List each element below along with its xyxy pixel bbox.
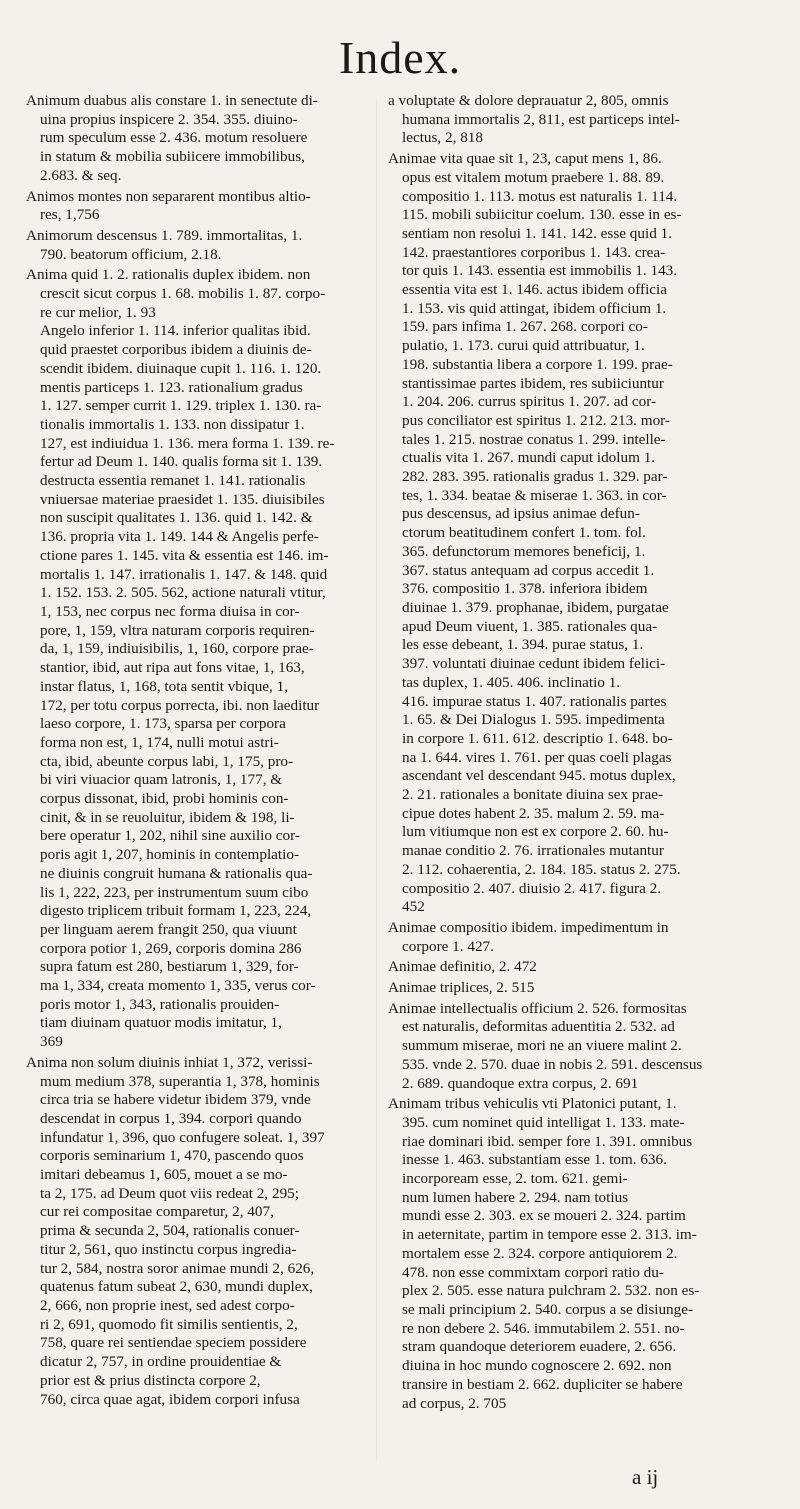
index-entry: Animae triplices, 2. 515	[388, 979, 535, 997]
index-entry: Animam tribus vehiculis vti Platonici putant, 1. 395. cum nominet quid intelligat 1. 133. mate- riae dominari ibid. semper fore 1. 391. omnibus inesse 1. 463. substantiam esse 1. tom. 636. incorpoream esse, 2. tom. 621. gemi- num lumen habere 2. 294. nam totius mundi esse 2. 303. ex se moueri 2. 324. partim in aeternitate, partim in tempore esse 2. 313. im- mortalem esse 2. 324. corpore antiquiorem 2. 478. non esse commixtam corpori ratio du- plex 2. 505. esse natura pulchram 2. 532. non es- se mali principium 2. 540. corpus a se disiunge- re non debere 2. 546. immutabilem 2. 551. no- stram quandoque deteriorem euadere, 2. 656. diuina in hoc mundo cognoscere 2. 692. non transire in bestiam 2. 662. dupliciter se habere ad corpus, 2. 705	[388, 1095, 700, 1412]
column-gutter	[376, 100, 377, 1460]
index-entry: Animum duabus alis constare 1. in senectute di- uina propius inspicere 2. 354. 355. diuino- rum speculum esse 2. 436. motum resoluere in statum & mobilia subiicere immobilibus, 2.683. & seq.	[26, 92, 318, 184]
index-entry: Anima non solum diuinis inhiat 1, 372, verissi- mum medium 378, superantia 1, 378, hominis circa tria se habere videtur ibidem 379, vnde descendat in corpus 1, 394. corpori quando infundatur 1, 396, quo confugere soleat. 1, 397 corporis seminarium 1, 470, pascendo quos imitari debeamus 1, 605, mouet a se mo- ta 2, 175. ad Deum quot viis redeat 2, 295; cur rei compositae comparetur, 2, 407, prima & secunda 2, 504, rationalis conuer- titur 2, 561, quo instinctu corpus ingredia- tur 2, 584, nostra soror animae mundi 2, 626, quatenus fatum subeat 2, 630, mundi duplex, 2, 666, non proprie inest, sed adest corpo- ri 2, 691, quomodo fit similis sentientis, 2, 758, quare rei sentiendae speciem possidere dicatur 2, 757, in ordine prouidentiae & prior est & prius distincta corpore 2, 760, circa quae agat, ibidem corpori infusa	[26, 1053, 325, 1408]
index-entry: Animae compositio ibidem. impedimentum in corpore 1. 427.	[388, 918, 669, 955]
index-entry: Animae definitio, 2. 472	[388, 958, 537, 976]
index-entry: Animos montes non separarent montibus altio- res, 1,756	[26, 187, 311, 224]
index-entry: a voluptate & dolore deprauatur 2, 805, omnis humana immortalis 2, 811, est particeps intel- lectus, 2, 818	[388, 92, 680, 147]
index-entry: Anima quid 1. 2. rationalis duplex ibidem. non crescit sicut corpus 1. 68. mobilis 1. 87. corpo- re cur melior, 1. 93 Angelo inferior 1. 114. inferior qualitas ibid. quid praestet corporibus ibidem a diuinis de- scendit ibidem. diuinaque cupit 1. 116. 1. 120. mentis particeps 1. 123. rationalium gradus 1. 127. semper currit 1. 129. triplex 1. 130. ra- tionalis immortalis 1. 133. non dissipatur 1. 127, est indiuidua 1. 136. mera forma 1. 139. re- fertur ad Deum 1. 140. qualis forma sit 1. 139. destructa essentia remanet 1. 141. rationalis vniuersae materiae praesidet 1. 135. diuisibiles non suscipit qualitates 1. 136. quid 1. 142. & 136. propria vita 1. 149. 144 & Angelis perfe- ctione pares 1. 145. vita & essentia est 146. im- mortalis 1. 147. irrationalis 1. 147. & 148. quid 1. 152. 153. 2. 505. 562, actione naturali vtitur, 1, 153, nec corpus nec forma diuisa in cor- pore, 1, 159, vltra naturam corporis requiren- da, 1, 159, indiuisibilis, 1, 160, corpore prae- stantior, ibid, aut ripa aut fons vitae, 1, 163, instar flatus, 1, 168, tota sentit vbique, 1, 172, per totu corpus porrecta, ibi. non laeditur laeso corpore, 1. 173, sparsa per corpora forma non est, 1, 174, nulli motui astri- cta, ibid, abeunte corpus labi, 1, 175, pro- bi viri viuacior quam latronis, 1, 177, & corpus dissonat, ibid, probi hominis con- cinit, & in se reuoluitur, ibidem & 198, li- bere operatur 1, 202, nihil sine auxilio cor- poris agit 1, 207, hominis in contemplatio- ne diuinis congruit humana & rationalis qua- lis 1, 222, 223, per instrumentum suum cibo digesto triplicem tribuit formam 1, 223, 224, per linguam aerem frangit 250, qua viuunt corpora potior 1, 269, corporis domina 286 supra fatum est 280, bestiarum 1, 329, for- ma 1, 334, creata momento 1, 335, verus cor- poris motor 1, 343, rationalis prouiden- tiam diuinam quatuor modis imitatur, 1, 369	[26, 266, 335, 1051]
index-entry: Animae intellectualis officium 2. 526. formositas est naturalis, deformitas aduentitia 2. 532. ad summum miserae, mori ne an viuere malint 2. 535. vnde 2. 570. duae in nobis 2. 591. descensus 2. 689. quandoque extra corpus, 2. 691	[388, 999, 703, 1092]
page-title: Index.	[338, 32, 462, 83]
signature-mark: a ij	[632, 1465, 659, 1489]
right-column	[388, 92, 726, 1413]
index-entry: Animorum descensus 1. 789. immortalitas, 1. 790. beatorum officium, 2.18.	[26, 226, 303, 263]
index-entry: Animae vita quae sit 1, 23, caput mens 1, 86. opus est vitalem motum praebere 1. 88. 89. compositio 1. 113. motus est naturalis 1. 114. 115. mobili subiicitur coelum. 130. esse in es- sentiam non resolui 1. 141. 142. esse quid 1. 142. praestantiores corporibus 1. 143. crea- tor quis 1. 143. essentia est immobilis 1. 143. essentia vita est 1. 146. actus ibidem officia 1. 153. vis quid attingat, ibidem officium 1. 159. pars infima 1. 267. 268. corpori co- pulatio, 1. 173. curui quid attribuatur, 1. 198. substantia libera a corpore 1. 199. prae- stantissimae partes ibidem, res subiiciuntur 1. 204. 206. currus spiritus 1. 207. ad cor- pus conciliator est spiritus 1. 212. 213. mor- tales 1. 215. nostrae conatus 1. 299. intelle- ctualis vita 1. 267. mundi caput idolum 1. 282. 283. 395. rationalis gradus 1. 329. par- tes, 1. 334. beatae & miserae 1. 363. in cor- pus descensus, ad ipsius animae defun- ctorum beatitudinem confert 1. tom. fol. 365. defunctorum memores beneficij, 1. 367. status antequam ad corpus accedit 1. 376. compositio 1. 378. inferiora ibidem diuinae 1. 379. prophanae, ibidem, purgatae apud Deum viuent, 1. 385. rationales qua- les esse debeant, 1. 394. purae status, 1. 397. voluntati diuinae cedunt ibidem felici- tas duplex, 1. 405. 406. inclinatio 1. 416. impurae status 1. 407. rationalis partes 1. 65. & Dei Dialogus 1. 595. impedimenta in corpore 1. 611. 612. descriptio 1. 648. bo- na 1. 644. vires 1. 761. per quas coeli plagas ascendant vel descendant 945. motus duplex, 2. 21. rationales a bonitate diuina sex prae- cipue dotes habent 2. 35. malum 2. 59. ma- lum vitiumque non est ex corpore 2. 60. hu- manae conditio 2. 76. irrationales mutantur 2. 112. cohaerentia, 2. 184. 185. status 2. 275. compositio 2. 407. diuisio 2. 417. figura 2. 452	[388, 150, 682, 916]
left-column	[26, 92, 368, 1409]
